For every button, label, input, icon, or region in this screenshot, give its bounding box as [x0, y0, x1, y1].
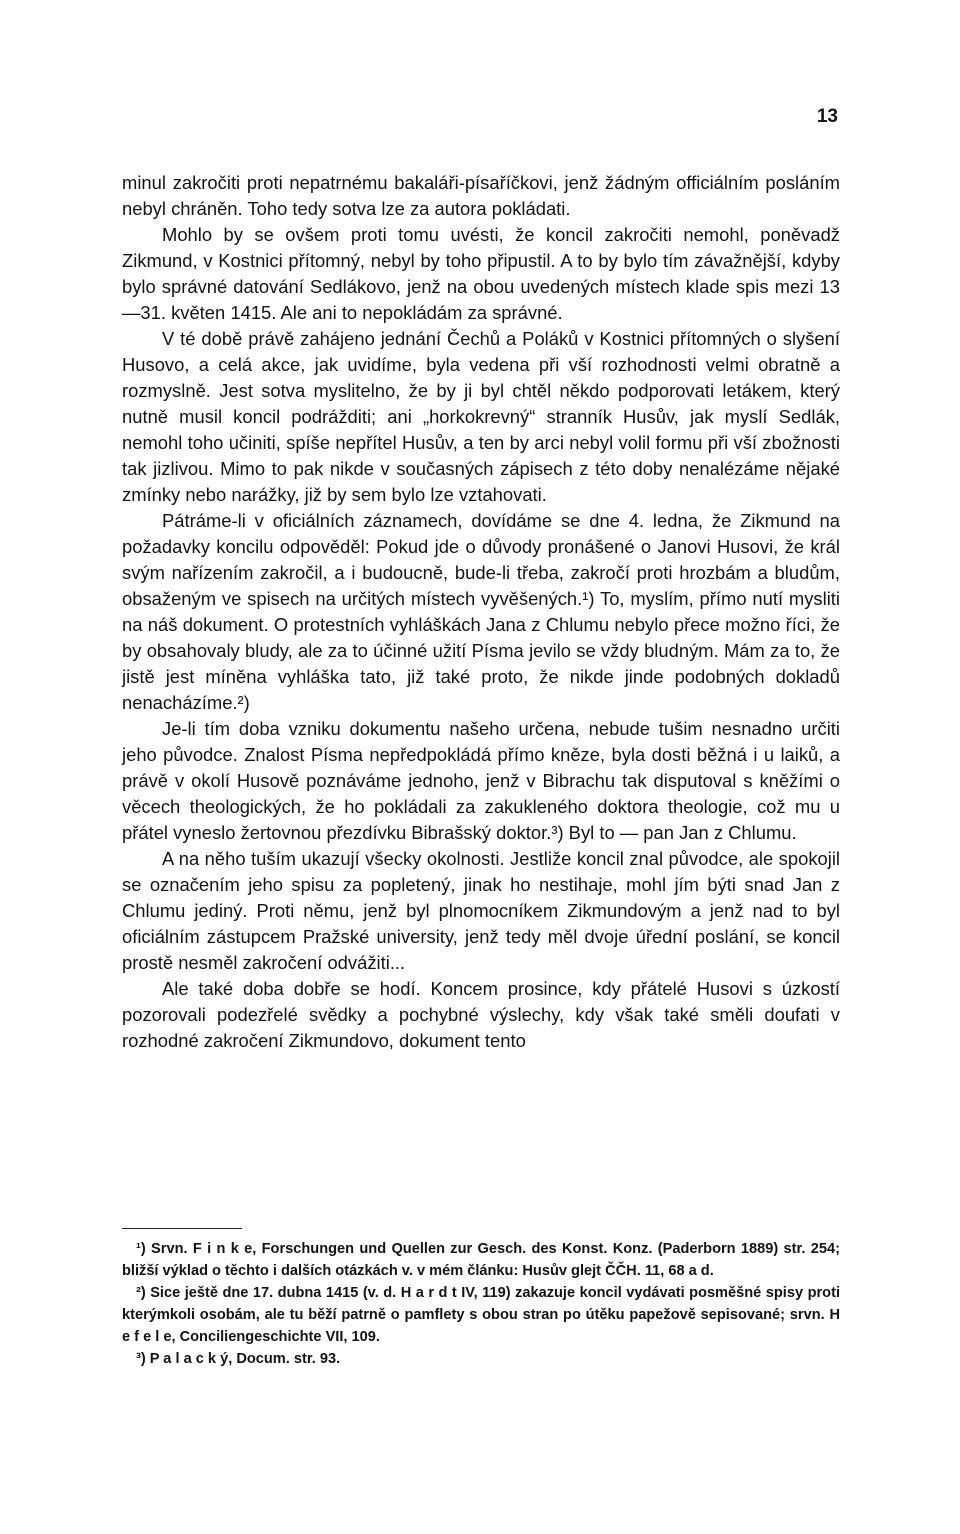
footnote: ¹) Srvn. F i n k e, Forschungen und Quellen zur Gesch. des Konst. Konz. (Paderborn 1889) str. 254; bližší výklad o těchto i dalších otázkách v. v mém článku: Husův glejt ČČH. 11, 68 a d.: [122, 1241, 840, 1279]
paragraph: Je-li tím doba vzniku dokumentu našeho určena, nebude tušim nesnadno určiti jeho původce. Znalost Písma nepředpokládá přímo kněze, byla dosti běžná i u laiků, a právě v okolí Husově poznáváme jednoho, jenž v Bibrachu tak disputoval s kněžími o věcech theologických, že ho pokládali za zakukleného doktora theologie, což mu u přátel vyneslo žertovnou přezdívku Bibrašský doktor.³) Byl to — pan Jan z Chlumu.: [122, 718, 840, 843]
paragraph: minul zakročiti proti nepatrnému bakaláři-písaříčkovi, jenž žádným officiálním posláním nebyl chráněn. Toho tedy sotva lze za autora pokládati.: [122, 172, 840, 219]
footnote: ³) P a l a c k ý, Docum. str. 93.: [136, 1351, 341, 1367]
paragraph: A na něho tuším ukazují všecky okolnosti. Jestliže koncil znal původce, ale spokojil se označením jeho spisu za popletený, jinak ho nestihaje, mohl jím býti snad Jan z Chlumu jediný. Proti němu, jenž byl plnomocníkem Zikmundovým a jenž nad to byl oficiálním zástupcem Pražské university, jenž tedy měl dvoje úřední poslání, se koncil prostě nesměl zakročení odvážiti...: [122, 848, 840, 973]
footnotes: [122, 1238, 840, 1370]
paragraph: V té době právě zahájeno jednání Čechů a Poláků v Kostnici přítomných o slyšení Husovo, a celá akce, jak uvidíme, byla vedena při vší rozhodnosti velmi obratně a rozmyslně. Jest sotva myslitelno, že by ji byl chtěl někdo podporovati letákem, který nutně musil koncil podrážditi; ani „horkokrevný“ stranník Husův, jak myslí Sedlák, nemohl toho učiniti, spíše nepřítel Husův, a ten by arci nebyl volil formu při vší zbožnosti tak jizlivou. Mimo to pak nikde v současných zápisech z této doby nenalézáme nějaké zmínky nebo narážky, již by sem bylo lze vztahovati.: [122, 328, 840, 505]
paragraph: Pátráme-li v oficiálních záznamech, dovídáme se dne 4. ledna, že Zikmund na požadavky koncilu odpověděl: Pokud jde o důvody pronášené o Janovi Husovi, že král svým nařízením zakročil, a i budoucně, bude-li třeba, zakročí proti hrozbám a bludům, obsaženým ve spisech na určitých místech vyvěšených.¹) To, myslím, přímo nutí mysliti na náš dokument. O protestních vyhláškách Jana z Chlumu nebylo přece možno říci, že by obsahovaly bludy, ale za to účinné užití Písma jevilo se vždy bludným. Mám za to, že jistě jest míněna vyhláška tato, již také proto, že nikde jinde podobných dokladů nenacházíme.²): [122, 510, 840, 713]
footnote-divider: [122, 1228, 242, 1229]
paragraph: Mohlo by se ovšem proti tomu uvésti, že koncil zakročiti nemohl, poněvadž Zikmund, v Kostnici přítomný, nebyl by toho připustil. A to by bylo tím závažnější, kdyby bylo správné datování Sedlákovo, jenž na obou uvedených místech klade spis mezi 13—31. květen 1415. Ale ani to nepokládám za správné.: [122, 224, 840, 323]
body-text: [122, 170, 840, 1054]
footnote: ²) Sice ještě dne 17. dubna 1415 (v. d. H a r d t IV, 119) zakazuje koncil vydávati posměšné spisy proti kterýmkoli osobám, ale tu běží patrně o pamflety s obou stran po útěku papežově sepisované; srvn. H e f e l e, Conciliengeschichte VII, 109.: [122, 1285, 840, 1345]
paragraph: Ale také doba dobře se hodí. Koncem prosince, kdy přátelé Husovi s úzkostí pozorovali podezřelé svědky a pochybné výslechy, kdy však také směli doufati v rozhodné zakročení Zikmundovo, dokument tento: [122, 978, 840, 1051]
page-number: 13: [816, 106, 838, 127]
